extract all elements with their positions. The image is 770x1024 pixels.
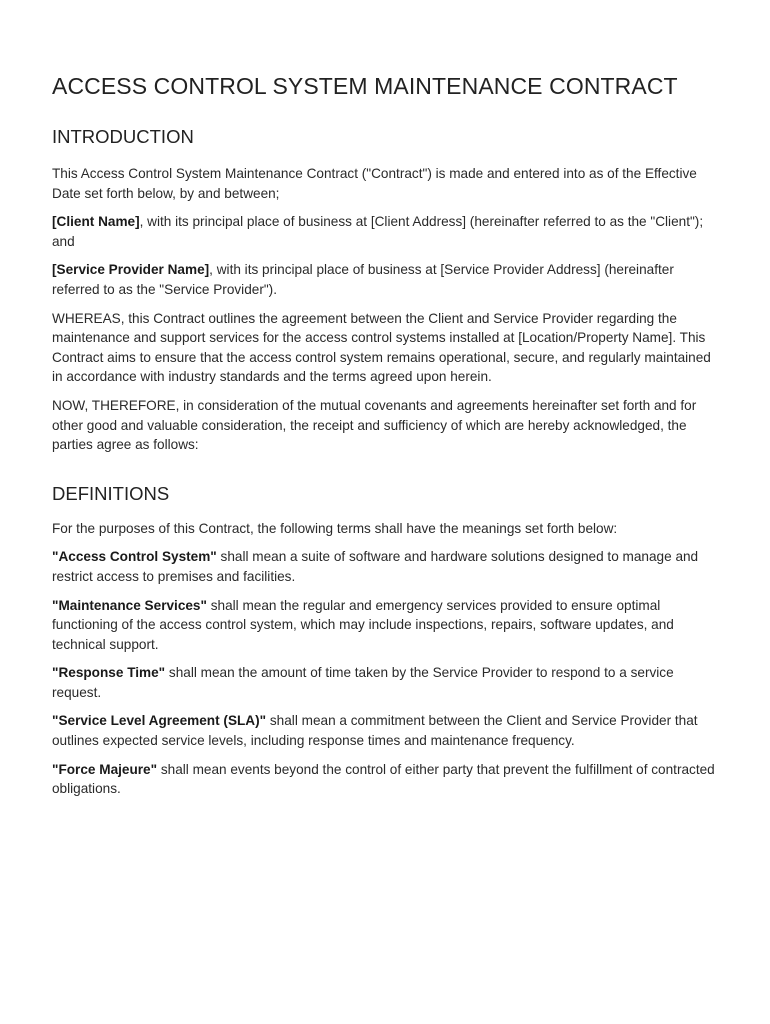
definition-term: "Service Level Agreement (SLA)"	[52, 713, 267, 729]
definition-term: "Force Majeure"	[52, 761, 158, 777]
section-heading-definitions: DEFINITIONS	[52, 482, 170, 504]
definition-item	[52, 547, 722, 586]
definition-text: shall mean a commitment between the Client and Service Provider that outlines expected service levels, including response times and maintenance frequency.	[52, 713, 698, 749]
definition-term: "Maintenance Services"	[52, 597, 207, 613]
definition-text: shall mean the amount of time taken by the Service Provider to respond to a service request.	[52, 665, 674, 700]
client-name-placeholder: [Client Name]	[52, 214, 140, 230]
definition-text: shall mean events beyond the control of either party that prevent the fulfillment of contracted obligations.	[52, 761, 715, 797]
document-title: ACCESS CONTROL SYSTEM MAINTENANCE CONTRACT	[52, 73, 678, 99]
provider-party-paragraph	[52, 260, 722, 299]
definition-text: shall mean the regular and emergency services provided to ensure optimal functioning of the access control system, which may include inspections, repairs, software updates, and technical support.	[52, 597, 674, 652]
client-party-paragraph	[52, 212, 722, 251]
definition-item	[52, 663, 722, 702]
provider-party-text: , with its principal place of business at [Service Provider Address] (hereinafter referred to as the "Service Provider").	[52, 262, 674, 297]
definition-term: "Access Control System"	[52, 549, 217, 565]
definition-item	[52, 596, 722, 655]
definition-term: "Response Time"	[52, 665, 166, 681]
client-party-text: , with its principal place of business at [Client Address] (hereinafter referred to as the "Client"); and	[52, 214, 704, 249]
document-page	[52, 70, 722, 808]
definition-text: shall mean a suite of software and hardware solutions designed to manage and restrict access to premises and facilities.	[52, 549, 699, 584]
provider-name-placeholder: [Service Provider Name]	[52, 262, 210, 278]
therefore-paragraph: NOW, THEREFORE, in consideration of the mutual covenants and agreements hereinafter set forth and for other good and valuable consideration, the receipt and sufficiency of which are hereby acknowledged, the parties agree as follows:	[52, 397, 697, 453]
section-heading-introduction: INTRODUCTION	[52, 126, 194, 147]
intro-opening-paragraph: This Access Control System Maintenance Contract ("Contract") is made and entered into as of the Effective Date set forth below, by and between;	[52, 166, 697, 201]
definitions-lead-paragraph: For the purposes of this Contract, the following terms shall have the meanings set forth below:	[52, 520, 618, 536]
whereas-paragraph: WHEREAS, this Contract outlines the agreement between the Client and Service Provider regarding the maintenance and support services for the access control systems installed at [Location/Property Name]. This Contract aims to ensure that the access control system remains operational, secure, and regularly maintained in accordance with industry standards and the terms agreed upon herein.	[52, 310, 711, 385]
definition-item	[52, 760, 722, 799]
definition-item	[52, 711, 722, 750]
